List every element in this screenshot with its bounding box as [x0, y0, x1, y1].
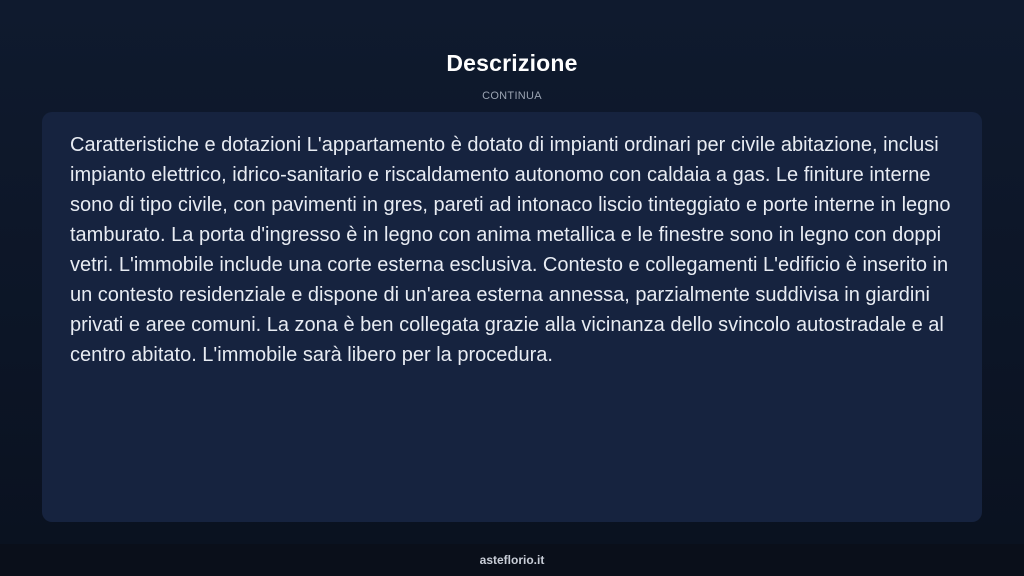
- description-text: Caratteristiche e dotazioni L'appartamento è dotato di impianti ordinari per civile abitazione, inclusi impianto elettrico, idrico-sanitario e riscaldamento autonomo con caldaia a gas. Le finiture interne sono di tipo civile, con pavimenti in gres, pareti ad intonaco liscio tinteggiato e porte interne in legno tamburato. La porta d'ingresso è in legno con anima metallica e le finestre sono in legno con doppi vetri. L'immobile include una corte esterna esclusiva. Contesto e collegamenti L'edificio è inserito in un contesto residenziale e dispone di un'area esterna annessa, parzialmente suddivisa in giardini privati e aree comuni. La zona è ben collegata grazie alla vicinanza dello svincolo autostradale e al centro abitato. L'immobile sarà libero per la procedura.: [70, 134, 951, 366]
- page-title: Descrizione: [446, 50, 578, 76]
- footer-bar: [0, 544, 1024, 576]
- footer-site-name: asteflorio.it: [479, 553, 545, 567]
- description-card: [42, 112, 982, 522]
- continue-link[interactable]: CONTINUA: [482, 90, 542, 102]
